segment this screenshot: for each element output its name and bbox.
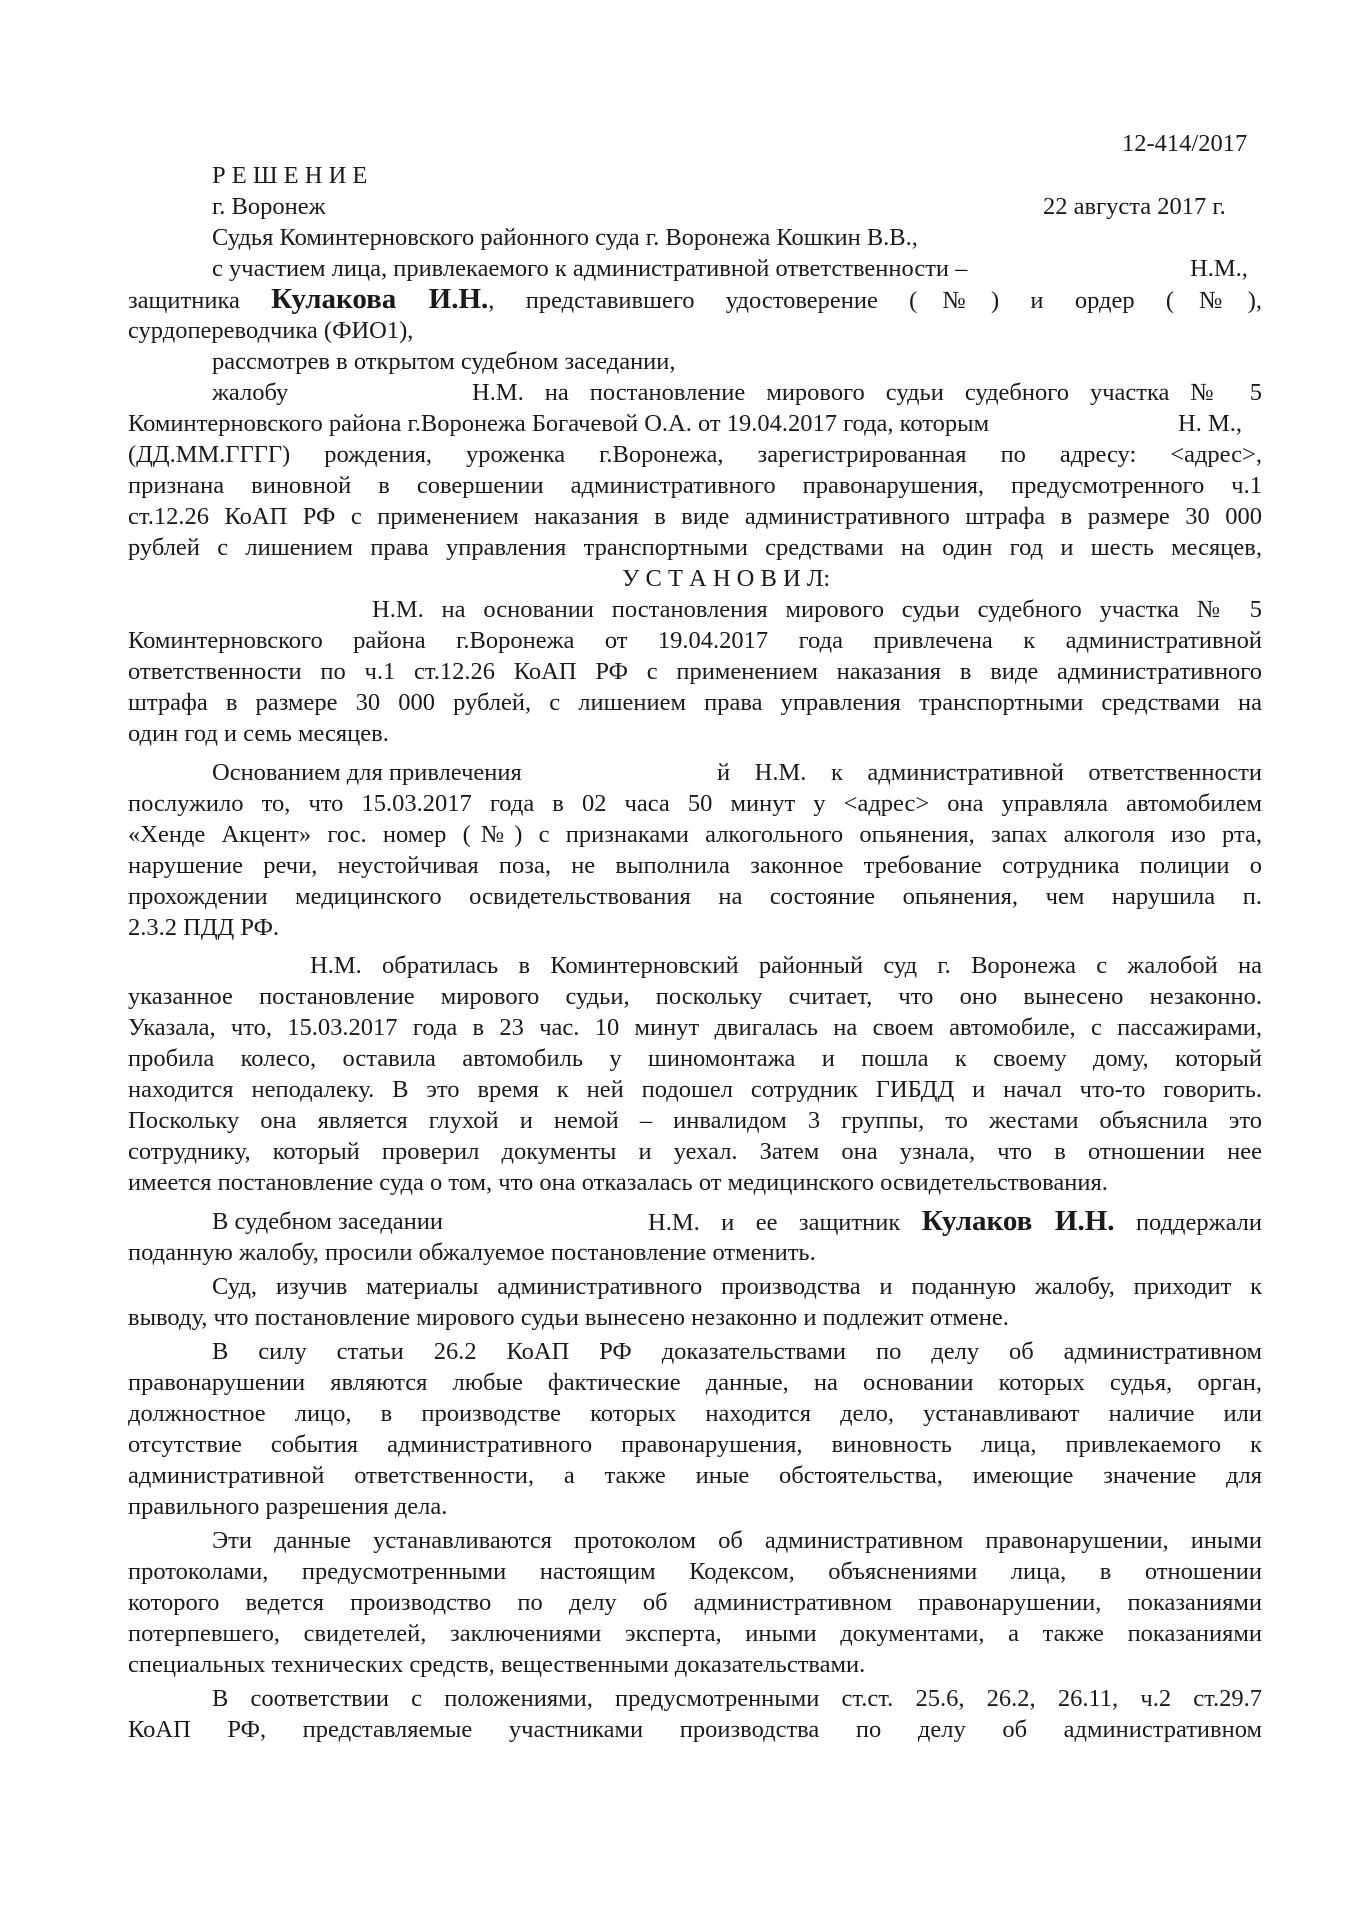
p5-line-2: выводу, что постановление мирового судьи вынесено незаконно и подлежит отмене. bbox=[128, 1304, 1009, 1331]
p1-line-4: штрафа в размере 30 000 рублей, с лишением права управления транспортными средствами на bbox=[128, 689, 1262, 716]
p2-line-4: нарушение речи, неустойчивая поза, не выполнила законное требование сотрудника полиции о bbox=[128, 852, 1262, 879]
p6-line-6: правильного разрешения дела. bbox=[128, 1493, 448, 1520]
p2-line-1a: Основанием для привлечения bbox=[212, 759, 522, 786]
p3-line-3: Указала, что, 15.03.2017 года в 23 час. 10 минут двигалась на своем автомобиле, с пассажирами, bbox=[128, 1014, 1262, 1041]
p3-line-8: имеется постановление суда о том, что она отказалась от медицинского освидетельствования. bbox=[128, 1169, 1108, 1196]
p7-line-3: которого ведется производство по делу об административном правонарушении, показаниями bbox=[128, 1589, 1262, 1616]
intro-line-5: рублей с лишением права управления транспортными средствами на один год и шесть месяцев, bbox=[128, 534, 1262, 561]
p2-line-1b: й Н.М. к административной ответственности bbox=[717, 759, 1262, 786]
p1-line-5: один год и семь месяцев. bbox=[128, 720, 389, 747]
participation-name: Н.М., bbox=[1190, 255, 1248, 282]
p4-line-2: поданную жалобу, просили обжалуемое постановление отменить. bbox=[128, 1239, 816, 1266]
p3-line-2: указанное постановление мирового судьи, поскольку считает, что оно вынесено незаконно. bbox=[128, 983, 1262, 1010]
p2-line-6: 2.3.2 ПДД РФ. bbox=[128, 914, 280, 941]
p3-line-5: находится неподалеку. В это время к ней подошел сотрудник ГИБДД и начал что-то говорить. bbox=[128, 1076, 1262, 1103]
participation-line: с участием лица, привлекаемого к административной ответственности – bbox=[212, 255, 968, 282]
p3-line-4: пробила колесо, оставила автомобиль у шиномонтажа и пошла к своему дому, который bbox=[128, 1045, 1262, 1072]
p8-line-1: В соответствии с положениями, предусмотренными ст.ст. 25.6, 26.2, 26.11, ч.2 ст.29.7 bbox=[212, 1685, 1262, 1712]
p2-line-5: прохождении медицинского освидетельствования на состояние опьянения, чем нарушила п. bbox=[128, 883, 1262, 910]
p6-line-3: должностное лицо, в производстве которых находится дело, устанавливают наличие или bbox=[128, 1400, 1262, 1427]
established-heading: У С Т А Н О В И Л: bbox=[622, 565, 831, 592]
p4-text: Н.М. и ее защитник bbox=[648, 1209, 901, 1236]
p2-line-2: послужило то, что 15.03.2017 года в 02 часа 50 минут у <адрес> она управляла автомобилем bbox=[128, 790, 1262, 817]
city: г. Воронеж bbox=[212, 193, 326, 220]
p6-line-5: административной ответственности, а также иные обстоятельства, имеющие значение для bbox=[128, 1462, 1262, 1489]
intro-line-1: Коминтерновского района г.Воронежа Богачевой О.А. от 19.04.2017 года, которым bbox=[128, 410, 990, 437]
p6-line-2: правонарушении являются любые фактические данные, на основании которых судья, орган, bbox=[128, 1369, 1262, 1396]
p7-line-5: специальных технических средств, вещественными доказательствами. bbox=[128, 1651, 866, 1678]
p7-line-1: Эти данные устанавливаются протоколом об административном правонарушении, иными bbox=[212, 1527, 1262, 1554]
p7-line-2: протоколами, предусмотренными настоящим Кодексом, объяснениями лица, в отношении bbox=[128, 1558, 1262, 1585]
p3-line-1: Н.М. обратилась в Коминтерновский районный суд г. Воронежа с жалобой на bbox=[310, 952, 1262, 979]
intro-line-4: ст.12.26 КоАП РФ с применением наказания в виде административного штрафа в размере 30 000 bbox=[128, 503, 1262, 530]
complaint-line: Н.М. на постановление мирового судьи судебного участка № 5 bbox=[472, 379, 1262, 406]
p1-line-1: Н.М. на основании постановления мирового судьи судебного участка № 5 bbox=[372, 596, 1262, 623]
defender-line bbox=[128, 284, 1262, 315]
considered-line: рассмотрев в открытом судебном заседании, bbox=[212, 348, 676, 375]
p7-line-4: потерпевшего, свидетелей, заключениями эксперта, иными документами, а также показаниями bbox=[128, 1620, 1262, 1647]
defender-name: Кулакова И.Н. bbox=[271, 284, 489, 315]
p3-line-7: сотруднику, который проверил документы и уехал. Затем она узнала, что в отношении нее bbox=[128, 1138, 1262, 1165]
p4-verb: поддержали bbox=[1135, 1209, 1262, 1236]
judge-line: Судья Коминтерновского районного суда г. Воронежа Кошкин В.В., bbox=[212, 224, 918, 251]
p1-line-3: ответственности по ч.1 ст.12.26 КоАП РФ с применением наказания в виде административного bbox=[128, 658, 1262, 685]
case-number: 12-414/2017 bbox=[1122, 130, 1248, 157]
p2-line-3: «Хенде Акцент» гос. номер (№) с признаками алкогольного опьянения, запах алкоголя изо рта, bbox=[128, 821, 1262, 848]
p4-line-1b bbox=[648, 1206, 1262, 1237]
p4-defender-name: Кулаков И.Н. bbox=[921, 1206, 1115, 1237]
complaint-word: жалобу bbox=[212, 379, 289, 406]
p5-line-1: Суд, изучив материалы административного производства и поданную жалобу, приходит к bbox=[212, 1273, 1262, 1300]
p6-line-1: В силу статьи 26.2 КоАП РФ доказательствами по делу об административном bbox=[212, 1338, 1262, 1365]
intro-line-3: признана виновной в совершении административного правонарушения, предусмотренного ч.1 bbox=[128, 472, 1262, 499]
p1-line-2: Коминтерновского района г.Воронежа от 19.04.2017 года привлечена к административной bbox=[128, 627, 1262, 654]
defender-suffix: , представившего удостоверение (№) и ордер (№), bbox=[488, 287, 1262, 314]
intro-name-tail: Н. М., bbox=[1178, 410, 1242, 437]
defender-prefix: защитника bbox=[128, 287, 240, 314]
p8-line-2: КоАП РФ, представляемые участниками производства по делу об административном bbox=[128, 1716, 1262, 1743]
p6-line-4: отсутствие события административного правонарушения, виновность лица, привлекаемого к bbox=[128, 1431, 1262, 1458]
document-date: 22 августа 2017 г. bbox=[1043, 193, 1226, 220]
p4-line-1a: В судебном заседании bbox=[212, 1208, 444, 1235]
intro-line-2: (ДД.ММ.ГГГГ) рождения, уроженка г.Воронежа, зарегистрированная по адресу: <адрес>, bbox=[128, 441, 1262, 468]
document-title: Р Е Ш Е Н И Е bbox=[212, 162, 368, 189]
p3-line-6: Поскольку она является глухой и немой – инвалидом 3 группы, то жестами объяснила это bbox=[128, 1107, 1262, 1134]
interpreter-line: сурдопереводчика (ФИО1), bbox=[128, 317, 414, 344]
